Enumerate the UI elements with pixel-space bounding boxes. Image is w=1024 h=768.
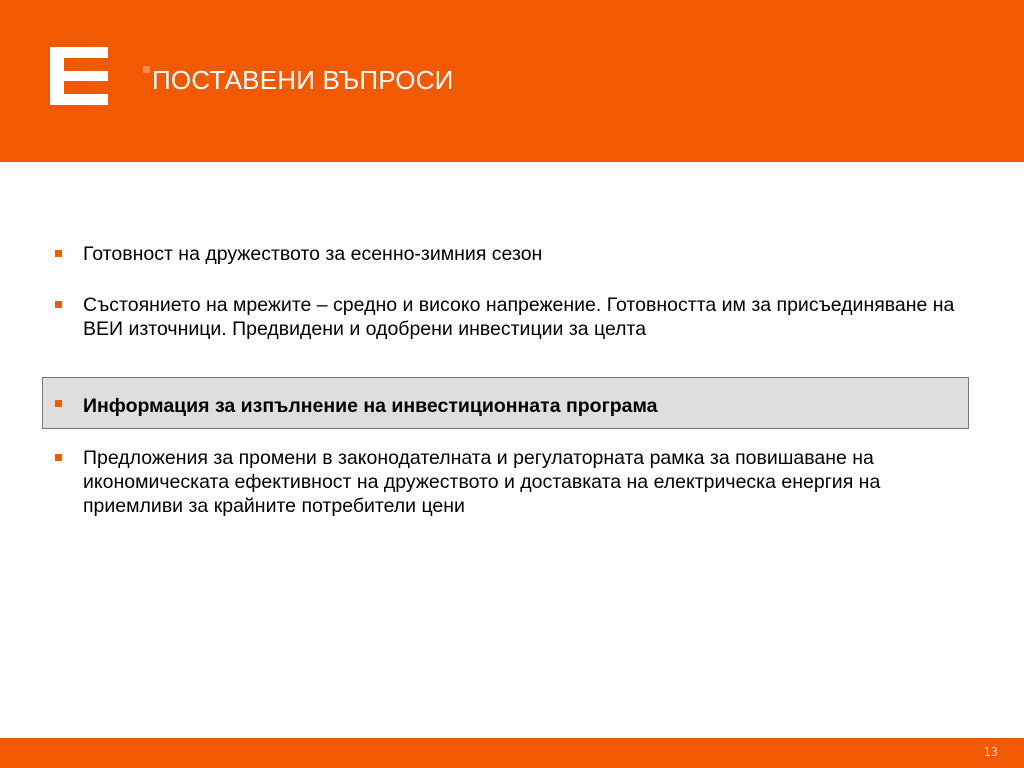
list-item [44, 242, 968, 268]
bullet-icon [55, 250, 62, 257]
list-item-text: Състоянието на мрежите – средно и високо напрежение. Готовността им за присъединяване на ВЕИ източници. Предвидени и одобрени инвестиции за целта [83, 294, 955, 340]
page-number: 13 [983, 745, 998, 759]
bullet-icon [55, 400, 62, 407]
bullet-icon [55, 454, 62, 461]
list-item [44, 293, 968, 367]
list-item [44, 446, 968, 522]
list-item-text: Предложения за промени в законодателната и регулаторната рамка за повишаване на икономическата ефективност на дружеството и доставката на електрическа енергия на приемливи за крайните потребители цени [83, 447, 881, 517]
highlighted-list-item [42, 377, 969, 429]
bullet-icon [55, 301, 62, 308]
list-item-text: Информация за изпълнение на инвестиционната програма [83, 395, 658, 417]
footer-bar [0, 738, 1024, 768]
list-item-text: Готовност на дружеството за есенно-зимния сезон [83, 243, 543, 265]
page-title: ПОСТАВЕНИ ВЪПРОСИ [152, 64, 454, 95]
